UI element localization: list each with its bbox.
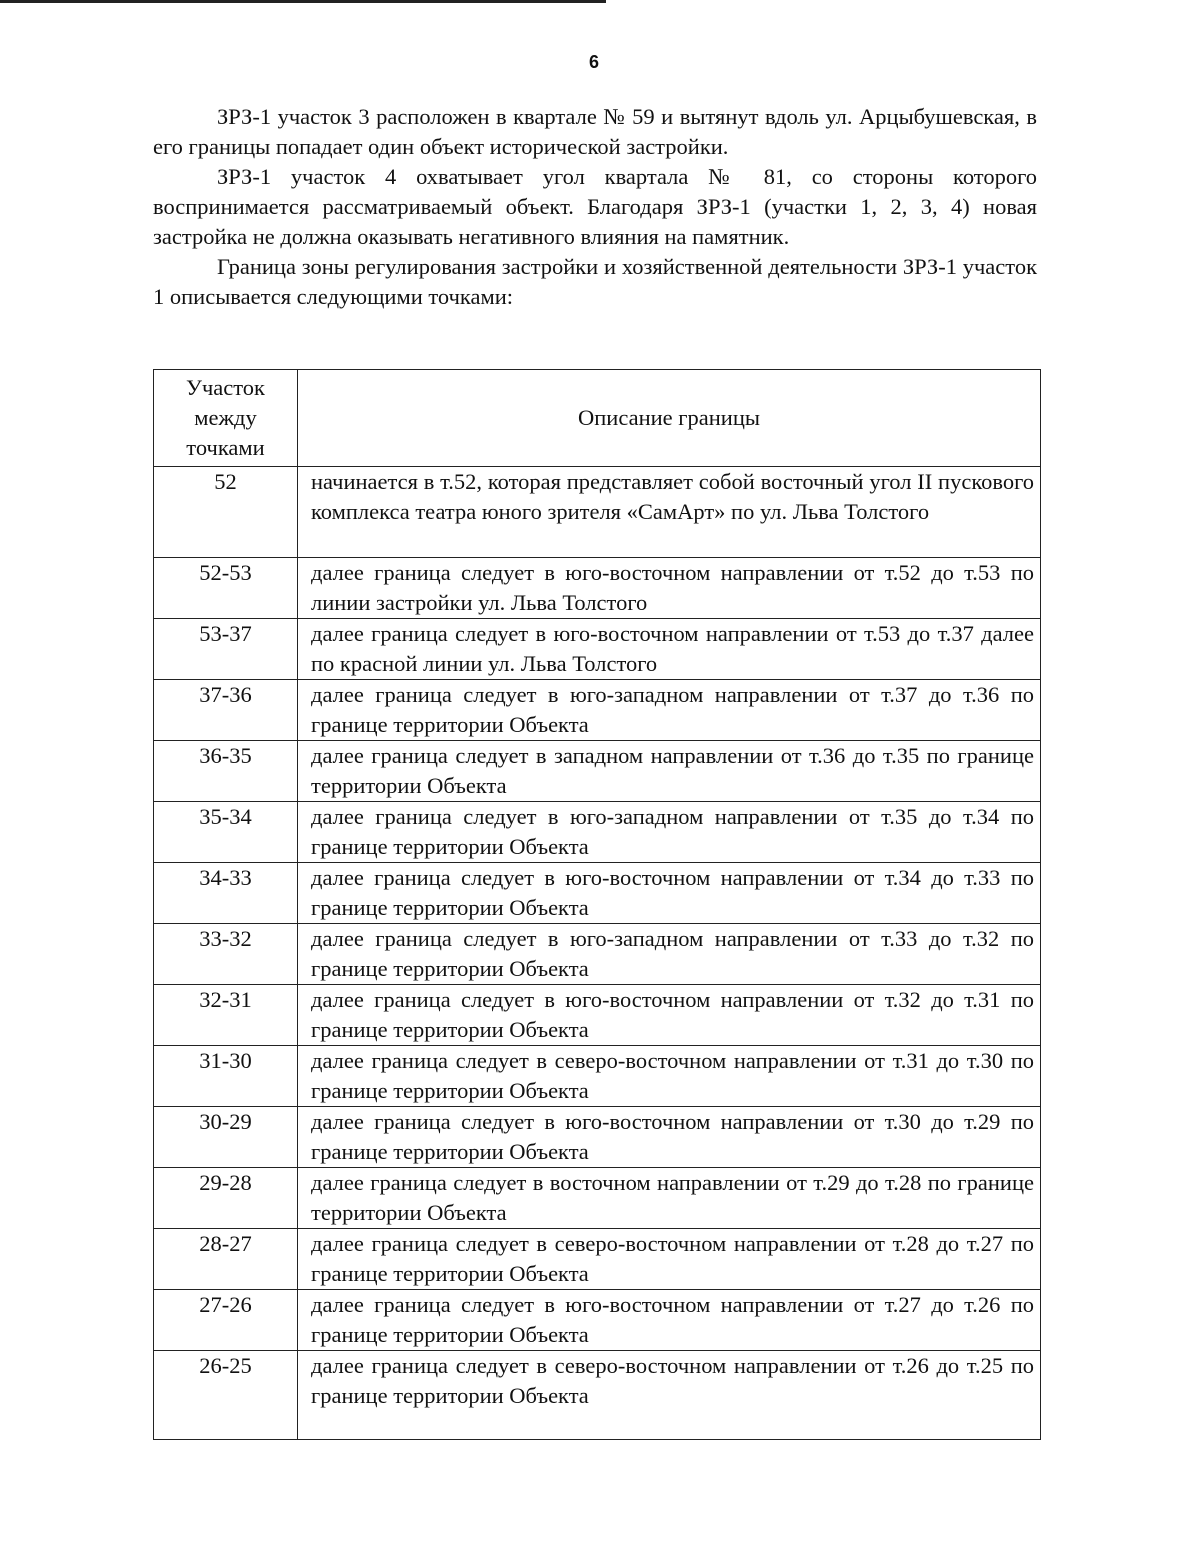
header-row xyxy=(154,370,1041,467)
table-row xyxy=(154,1168,1041,1229)
table-row xyxy=(154,1290,1041,1351)
description-cell: далее граница следует в северо-восточном направлении от т.26 до т.25 по границе территории Объекта xyxy=(298,1351,1041,1440)
table-row xyxy=(154,1229,1041,1290)
table-row xyxy=(154,467,1041,558)
header-description: Описание границы xyxy=(298,370,1041,467)
intro-paragraph: ЗРЗ-1 участок 3 расположен в квартале № 59 и вытянут вдоль ул. Арцыбушевская, в его границы попадает один объект исторической застройки. xyxy=(153,104,1037,159)
segment-cell: 27-26 xyxy=(154,1290,298,1351)
description-cell: далее граница следует в северо-восточном направлении от т.28 до т.27 по границе территории Объекта xyxy=(298,1229,1041,1290)
description-cell: далее граница следует в юго-восточном направлении от т.53 до т.37 далее по красной линии ул. Льва Толстого xyxy=(298,619,1041,680)
segment-cell: 30-29 xyxy=(154,1107,298,1168)
segment-cell: 33-32 xyxy=(154,924,298,985)
description-cell: начинается в т.52, которая представляет собой восточный угол II пускового комплекса театра юного зрителя «СамАрт» по ул. Льва Толстого xyxy=(298,467,1041,558)
table-header xyxy=(154,370,1041,467)
table-row xyxy=(154,1351,1041,1440)
description-cell: далее граница следует в юго-западном направлении от т.37 до т.36 по границе территории Объекта xyxy=(298,680,1041,741)
segment-cell: 36-35 xyxy=(154,741,298,802)
table-row xyxy=(154,558,1041,619)
description-cell: далее граница следует в юго-восточном направлении от т.52 до т.53 по линии застройки ул. Льва Толстого xyxy=(298,558,1041,619)
table-row xyxy=(154,924,1041,985)
segment-cell: 31-30 xyxy=(154,1046,298,1107)
segment-cell: 37-36 xyxy=(154,680,298,741)
description-cell: далее граница следует в юго-западном направлении от т.35 до т.34 по границе территории Объекта xyxy=(298,802,1041,863)
table-row xyxy=(154,985,1041,1046)
header-segment-label: Участок между точками xyxy=(186,375,265,460)
table-row xyxy=(154,741,1041,802)
segment-cell: 29-28 xyxy=(154,1168,298,1229)
table-body xyxy=(154,467,1041,1440)
scan-edge-line xyxy=(0,0,606,3)
table-row xyxy=(154,619,1041,680)
segment-cell: 28-27 xyxy=(154,1229,298,1290)
intro-paragraph: ЗРЗ-1 участок 4 охватывает угол квартала № 81, со стороны которого воспринимается рассматриваемый объект. Благодаря ЗРЗ-1 (участки 1, 2, 3, 4) новая застройка не должна оказывать негативного влияния на памятник. xyxy=(153,164,1037,249)
segment-cell: 32-31 xyxy=(154,985,298,1046)
boundary-table xyxy=(153,369,1041,1440)
segment-cell: 52-53 xyxy=(154,558,298,619)
description-cell: далее граница следует в западном направлении от т.36 до т.35 по границе территории Объекта xyxy=(298,741,1041,802)
segment-cell: 34-33 xyxy=(154,863,298,924)
header-segment xyxy=(154,370,298,467)
table-row xyxy=(154,863,1041,924)
description-cell: далее граница следует в юго-западном направлении от т.33 до т.32 по границе территории Объекта xyxy=(298,924,1041,985)
intro-paragraph: Граница зоны регулирования застройки и хозяйственной деятельности ЗРЗ-1 участок 1 описывается следующими точками: xyxy=(153,254,1037,309)
description-cell: далее граница следует в юго-восточном направлении от т.30 до т.29 по границе территории Объекта xyxy=(298,1107,1041,1168)
intro-text xyxy=(153,102,1037,312)
table-row xyxy=(154,1107,1041,1168)
description-cell: далее граница следует в юго-восточном направлении от т.32 до т.31 по границе территории Объекта xyxy=(298,985,1041,1046)
table-row xyxy=(154,802,1041,863)
segment-cell: 52 xyxy=(154,467,298,558)
description-cell: далее граница следует в восточном направлении от т.29 до т.28 по границе территории Объекта xyxy=(298,1168,1041,1229)
table-row xyxy=(154,680,1041,741)
page-number: 6 xyxy=(588,52,599,72)
description-cell: далее граница следует в юго-восточном направлении от т.34 до т.33 по границе территории Объекта xyxy=(298,863,1041,924)
segment-cell: 53-37 xyxy=(154,619,298,680)
description-cell: далее граница следует в северо-восточном направлении от т.31 до т.30 по границе территории Объекта xyxy=(298,1046,1041,1107)
segment-cell: 26-25 xyxy=(154,1351,298,1440)
segment-cell: 35-34 xyxy=(154,802,298,863)
description-cell: далее граница следует в юго-восточном направлении от т.27 до т.26 по границе территории Объекта xyxy=(298,1290,1041,1351)
table-row xyxy=(154,1046,1041,1107)
